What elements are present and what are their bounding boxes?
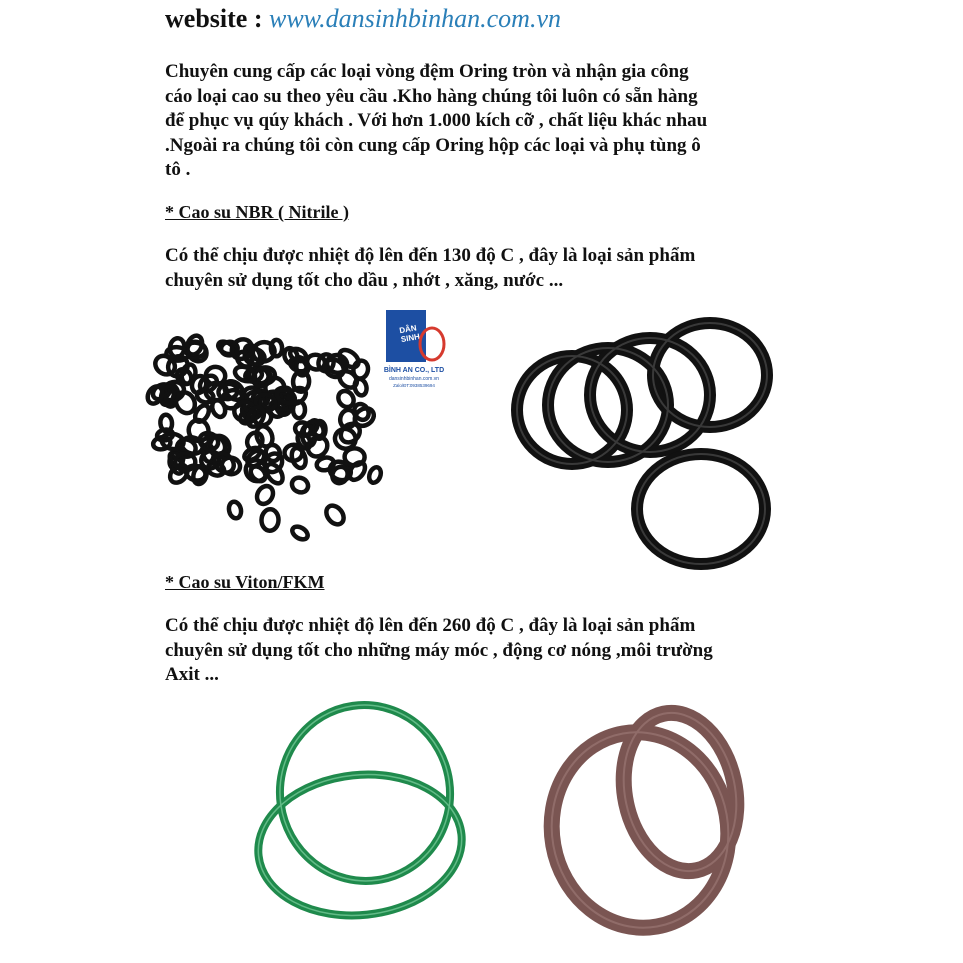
intro-paragraph xyxy=(165,60,780,183)
website-header xyxy=(165,4,561,34)
large-black-orings-image xyxy=(505,315,780,570)
viton-heading: * Cao su Viton/FKM xyxy=(165,572,325,592)
small-oring xyxy=(338,408,357,429)
website-label: website : xyxy=(165,4,269,33)
logo-swirl-icon xyxy=(418,324,450,364)
website-url-link[interactable]: www.dansinhbinhan.com.vn xyxy=(268,4,562,33)
intro-line: Chuyên cung cấp các loại vòng đệm Oring tròn và nhận gia công xyxy=(165,61,689,82)
small-oring xyxy=(336,347,361,371)
intro-line: để phục vụ qúy khách . Với hơn 1.000 kích cỡ , chất liệu khác nhau xyxy=(165,110,708,131)
small-black-orings-image xyxy=(140,325,390,550)
small-oring xyxy=(254,483,276,507)
logo-brand-text: DÂN SINH xyxy=(398,323,421,345)
small-oring xyxy=(227,500,242,519)
brown-orings-image xyxy=(535,700,775,940)
nbr-heading: * Cao su NBR ( Nitrile ) xyxy=(165,202,349,222)
small-oring xyxy=(367,466,383,485)
logo-contact: Zalo/ĐT:0938539694 xyxy=(393,383,435,388)
nbr-line: chuyên sử dụng tốt cho dầu , nhớt , xăng, nước ... xyxy=(165,269,564,291)
nbr-description xyxy=(165,244,780,293)
intro-line: .Ngoài ra chúng tôi còn cung cấp Oring hộp các loại và phụ tùng ô xyxy=(165,134,701,156)
small-oring xyxy=(261,509,279,531)
viton-description xyxy=(165,614,780,688)
logo-company-name: BÌNH AN CO., LTD xyxy=(383,367,445,374)
viton-line: Có thể chịu được nhiệt độ lên đến 260 độ C , đây là loại sản phẩm xyxy=(165,615,696,636)
green-orings-image xyxy=(245,695,500,945)
intro-line: cáo loại cao su theo yêu cầu .Kho hàng chúng tôi luôn có sẵn hàng xyxy=(165,85,698,107)
company-logo xyxy=(378,310,450,392)
intro-line: tô . xyxy=(165,159,191,180)
small-oring xyxy=(289,475,310,495)
small-oring xyxy=(323,502,347,527)
small-oring xyxy=(290,524,310,542)
logo-site: dansinhbinhan.com.vn xyxy=(388,376,440,382)
nbr-line: Có thể chịu được nhiệt độ lên đến 130 độ C , đây là loại sản phẩm xyxy=(165,245,696,266)
viton-line: Axit ... xyxy=(165,664,219,685)
viton-line: chuyên sử dụng tốt cho những máy móc , động cơ nóng ,môi trường xyxy=(165,639,713,661)
